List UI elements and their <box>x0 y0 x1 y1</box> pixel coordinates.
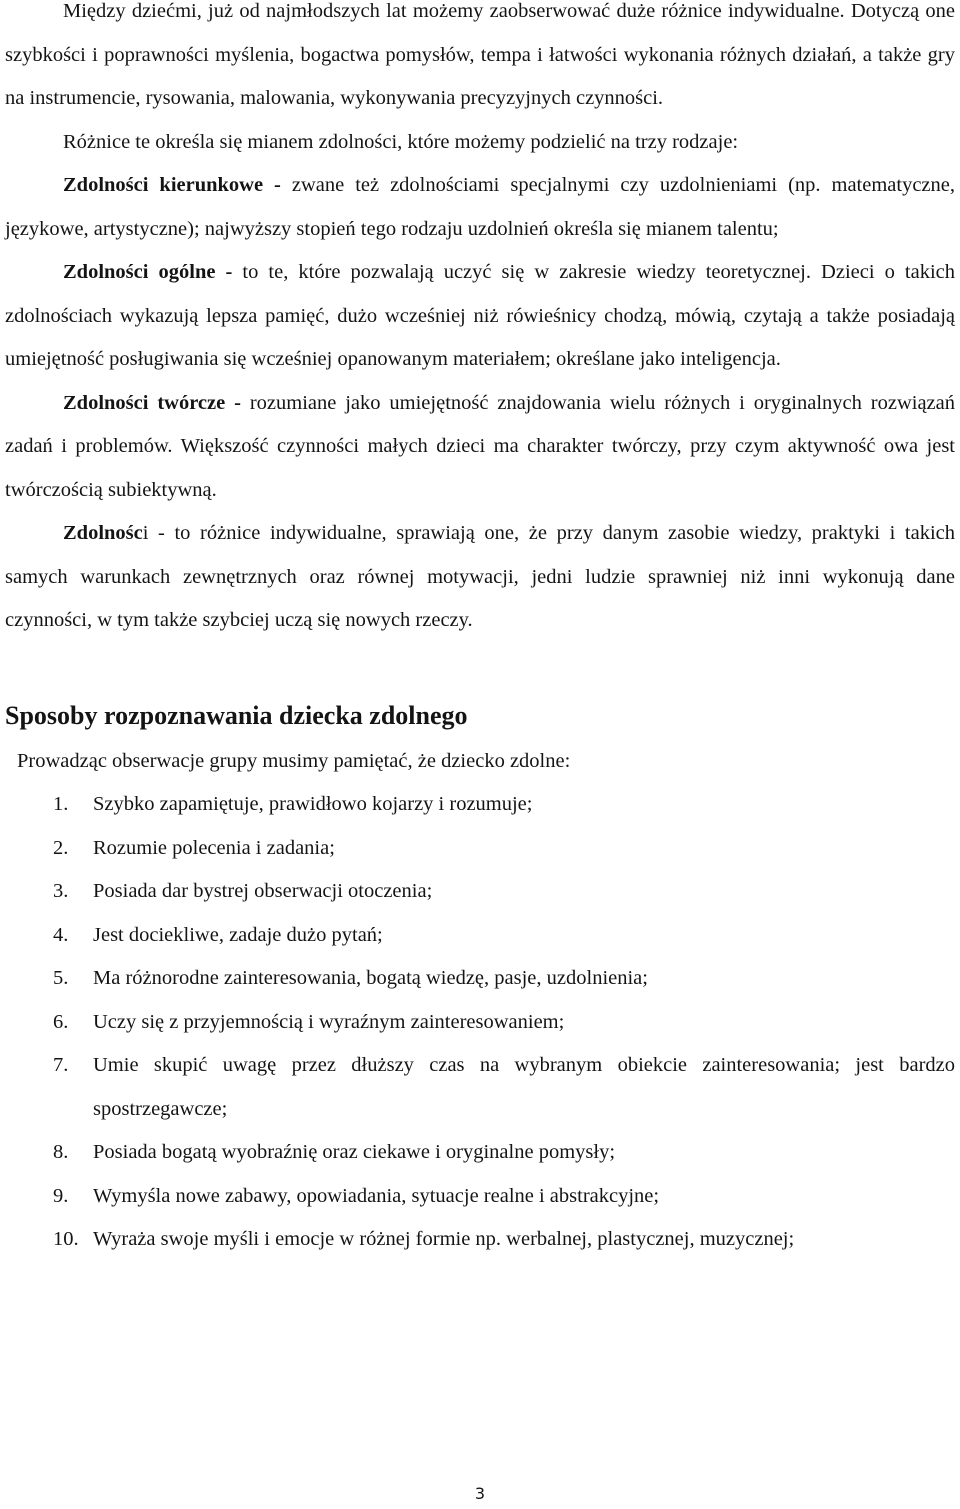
list-item-text: Posiada dar bystrej obserwacji otoczenia; <box>93 880 433 902</box>
abilities-definition-term: Zdolnośc <box>63 522 143 544</box>
list-item-text: Wyraża swoje myśli i emocje w różnej formie np. werbalnej, plastycznej, muzycznej; <box>93 1228 795 1250</box>
list-item <box>5 957 955 1001</box>
abilities-definition-paragraph <box>5 512 955 643</box>
list-item-number: 5. <box>53 967 69 989</box>
list-item-text: Rozumie polecenia i zadania; <box>93 836 335 859</box>
list-item-number: 4. <box>53 923 69 946</box>
abilities-intro-paragraph: Różnice te określa się mianem zdolności, które możemy podzielić na trzy rodzaje: <box>63 130 739 153</box>
list-item-number: 6. <box>53 1010 69 1033</box>
list-item-text: Uczy się z przyjemnością i wyraźnym zainteresowaniem; <box>93 1010 565 1033</box>
list-item-number: 10. <box>53 1228 79 1250</box>
list-item <box>5 1218 955 1262</box>
intro-paragraph: Między dziećmi, już od najmłodszych lat możemy zaobserwować duże różnice indywidualne. Dotyczą one szybkości i poprawności myślenia, bogactwa pomysłów, tempa i łatwości wykonania różnych działań, a także gry na instrumencie, rysowania, malowania, wykonywania precyzyjnych czynności. <box>5 0 955 109</box>
list-item <box>5 1131 955 1175</box>
list-item-text: Posiada bogatą wyobraźnię oraz ciekawe i oryginalne pomysły; <box>93 1141 616 1163</box>
list-item-text: Wymyśla nowe zabawy, opowiadania, sytuacje realne i abstrakcyjne; <box>93 1184 660 1207</box>
general-abilities-paragraph <box>5 251 955 382</box>
section-heading: Sposoby rozpoznawania dziecka zdolnego <box>5 700 468 730</box>
directional-abilities-term: Zdolności kierunkowe - <box>63 174 281 196</box>
creative-abilities-paragraph <box>5 382 955 513</box>
general-abilities-text: to te, które pozwalają uczyć się w zakresie wiedzy teoretycznej. Dzieci o takich zdolnościach wykazują lepsza pamięć, dużo wcześniej niż rówieśnicy chodzą, mówią, czytają a także posiadają umiejętność posługiwania się wcześniej opanowanym materiałem; określane jako inteligencja. <box>5 261 955 370</box>
list-item-number: 2. <box>53 836 69 859</box>
page-number: 3 <box>474 1484 486 1503</box>
list-item <box>5 914 955 958</box>
gifted-child-traits-list <box>5 783 955 1262</box>
list-item-number: 3. <box>53 880 69 902</box>
creative-abilities-term: Zdolności twórcze - <box>63 391 241 414</box>
list-item <box>5 827 955 871</box>
list-item <box>5 1001 955 1045</box>
creative-abilities-text: rozumiane jako umiejętność znajdowania wielu różnych i oryginalnych rozwiązań zadań i problemów. Większość czynności małych dzieci ma charakter twórczy, przy czym aktywność owa jest twórczością subiektywną. <box>5 391 956 501</box>
list-item-text: Szybko zapamiętuje, prawidłowo kojarzy i rozumuje; <box>93 793 533 815</box>
list-item-text: Jest dociekliwe, zadaje dużo pytań; <box>93 923 383 946</box>
list-intro: Prowadząc obserwacje grupy musimy pamiętać, że dziecko zdolne: <box>17 749 571 772</box>
directional-abilities-text: zwane też zdolnościami specjalnymi czy uzdolnieniami (np. matematyczne, językowe, artystyczne); najwyższy stopień tego rodzaju uzdolnień określa się mianem talentu; <box>5 174 955 240</box>
list-item <box>5 1044 955 1131</box>
list-item-text: Ma różnorodne zainteresowania, bogatą wiedzę, pasje, uzdolnienia; <box>93 967 648 989</box>
list-item-text: Umie skupić uwagę przez dłuższy czas na wybranym obiekcie zainteresowania; jest bardzo spostrzegawcze; <box>93 1054 955 1120</box>
list-item-number: 8. <box>53 1141 69 1163</box>
list-item-number: 9. <box>53 1184 69 1207</box>
list-item <box>5 783 955 827</box>
general-abilities-term: Zdolności ogólne - <box>63 261 233 283</box>
list-item-number: 1. <box>53 793 69 815</box>
directional-abilities-paragraph <box>5 164 955 251</box>
list-item-number: 7. <box>53 1054 69 1076</box>
abilities-definition-text: i - to różnice indywidualne, sprawiają one, że przy danym zasobie wiedzy, praktyki i takich samych warunkach zewnętrznych oraz równej motywacji, jedni ludzie sprawniej niż inni wykonują dane czynności, w tym także szybciej uczą się nowych rzeczy. <box>5 522 955 631</box>
list-item <box>5 1175 955 1219</box>
list-item <box>5 870 955 914</box>
document-page <box>5 0 955 1262</box>
